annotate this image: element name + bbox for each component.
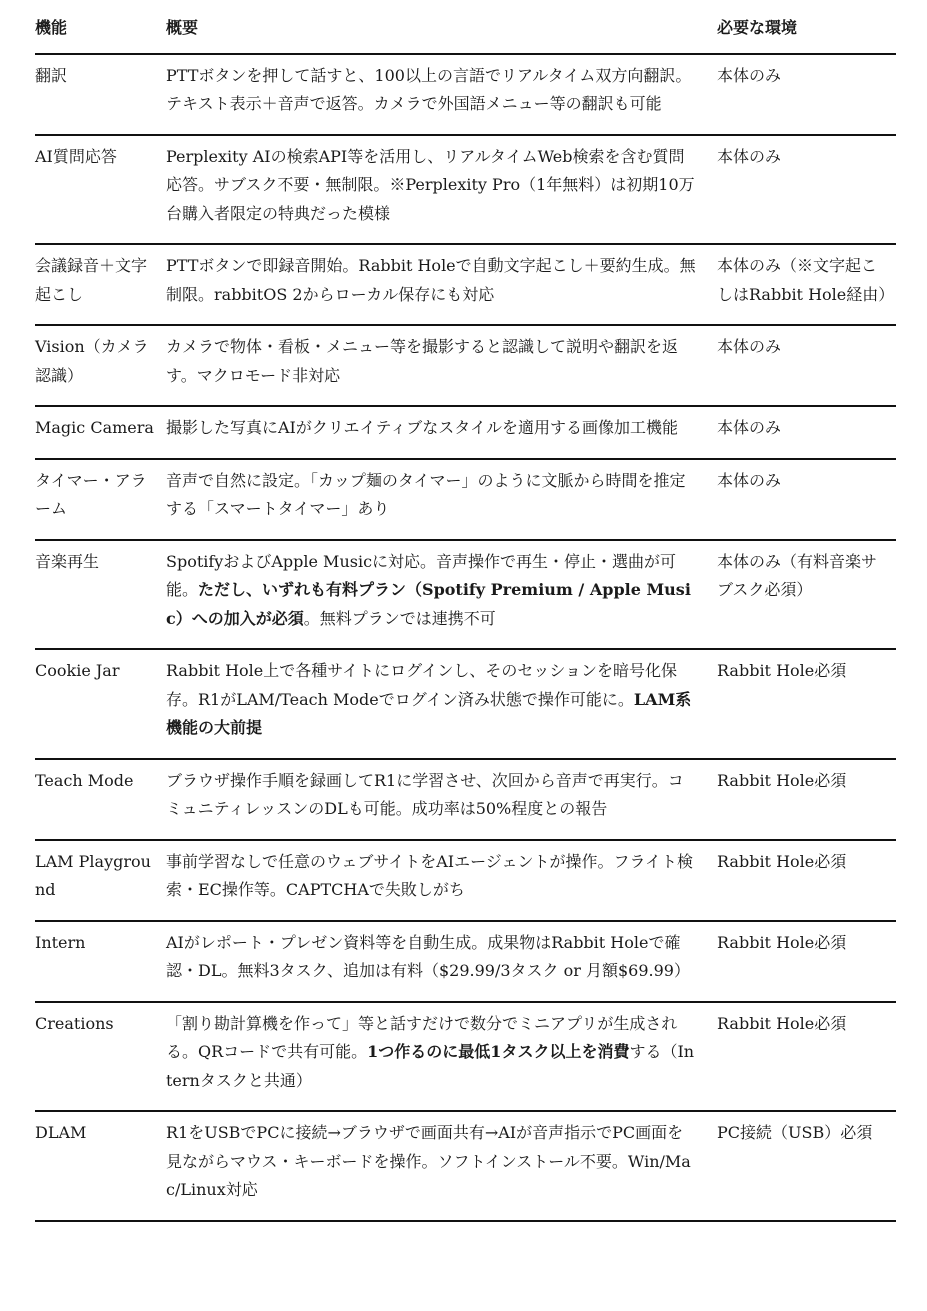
feature-name-cell: Magic Camera — [35, 406, 166, 459]
feature-summary-cell — [166, 1111, 717, 1221]
table-row — [35, 325, 896, 406]
feature-summary-cell — [166, 921, 717, 1002]
table-row — [35, 54, 896, 135]
feature-summary-cell — [166, 325, 717, 406]
summary-text: PTTボタンを押して話すと、100以上の言語でリアルタイム双方向翻訳。テキスト表示＋音声で返答。カメラで外国語メニュー等の翻訳も可能 — [166, 65, 692, 113]
summary-text: する（Internタスクと共通） — [166, 1042, 695, 1090]
requirement-cell: 本体のみ — [717, 459, 896, 540]
header-summary: 概要 — [166, 8, 717, 54]
summary-text: R1をUSBでPCに接続→ブラウザで画面共有→AIが音声指示でPC画面を見ながらマウス・キーボードを操作。ソフトインストール不要。Win/Mac/Linux対応 — [166, 1123, 691, 1199]
feature-name-cell: Cookie Jar — [35, 649, 166, 759]
table-row — [35, 759, 896, 840]
feature-name-cell: Teach Mode — [35, 759, 166, 840]
feature-summary-cell — [166, 135, 717, 245]
feature-name-cell: LAM Playground — [35, 840, 166, 921]
feature-name-cell: AI質問応答 — [35, 135, 166, 245]
feature-summary-cell — [166, 406, 717, 459]
requirement-cell: 本体のみ — [717, 54, 896, 135]
summary-text: AIがレポート・プレゼン資料等を自動生成。成果物はRabbit Holeで確認・DL。無料3タスク、追加は有料（$29.99/3タスク or 月額$69.99） — [166, 932, 690, 980]
feature-summary-cell — [166, 54, 717, 135]
header-requirement: 必要な環境 — [717, 8, 896, 54]
feature-name-cell: Vision（カメラ認識） — [35, 325, 166, 406]
summary-text: 。無料プランでは連携不可 — [303, 608, 496, 628]
table-row — [35, 649, 896, 759]
feature-summary-cell — [166, 540, 717, 650]
feature-summary-cell — [166, 244, 717, 325]
feature-summary-cell — [166, 840, 717, 921]
summary-text: カメラで物体・看板・メニュー等を撮影すると認識して説明や翻訳を返す。マクロモード非対応 — [166, 337, 679, 385]
requirement-cell: Rabbit Hole必須 — [717, 649, 896, 759]
table-row — [35, 459, 896, 540]
summary-emphasis-text: 1つ作るのに最低1タスク以上を消費 — [367, 1042, 630, 1061]
feature-name-cell: Intern — [35, 921, 166, 1002]
requirement-cell: 本体のみ — [717, 135, 896, 245]
feature-name-cell: Creations — [35, 1002, 166, 1112]
feature-name-cell: タイマー・アラーム — [35, 459, 166, 540]
table-row — [35, 406, 896, 459]
requirement-cell: 本体のみ — [717, 325, 896, 406]
summary-emphasis-text: ただし、いずれも有料プラン（Spotify Premium / Apple Music）への加入が必須 — [166, 580, 691, 628]
requirement-cell: Rabbit Hole必須 — [717, 921, 896, 1002]
table-row — [35, 135, 896, 245]
feature-summary-cell — [166, 759, 717, 840]
summary-text: Rabbit Hole上で各種サイトにログインし、そのセッションを暗号化保存。R1がLAM/Teach Modeでログイン済み状態で操作可能に。 — [166, 661, 678, 709]
requirement-cell: Rabbit Hole必須 — [717, 1002, 896, 1112]
summary-text: SpotifyおよびApple Musicに対応。音声操作で再生・停止・選曲が可能。 — [166, 551, 677, 599]
requirement-cell: Rabbit Hole必須 — [717, 840, 896, 921]
feature-name-cell: 翻訳 — [35, 54, 166, 135]
feature-name-cell: 音楽再生 — [35, 540, 166, 650]
summary-text: 「割り勘計算機を作って」等と話すだけで数分でミニアプリが生成される。QRコードで共有可能。 — [166, 1013, 678, 1061]
table-header — [35, 8, 896, 54]
summary-text: PTTボタンで即録音開始。Rabbit Holeで自動文字起こし＋要約生成。無制限。rabbitOS 2からローカル保存にも対応 — [166, 256, 696, 304]
table-body — [35, 54, 896, 1221]
feature-summary-cell — [166, 1002, 717, 1112]
requirement-cell: 本体のみ（※文字起こしはRabbit Hole経由） — [717, 244, 896, 325]
table-row — [35, 840, 896, 921]
requirement-cell: PC接続（USB）必須 — [717, 1111, 896, 1221]
header-row — [35, 8, 896, 54]
requirement-cell: Rabbit Hole必須 — [717, 759, 896, 840]
header-feature: 機能 — [35, 8, 166, 54]
table-row — [35, 244, 896, 325]
summary-text: 音声で自然に設定。「カップ麺のタイマー」のように文脈から時間を推定する「スマートタイマー」あり — [166, 470, 686, 518]
summary-text: Perplexity AIの検索API等を活用し、リアルタイムWeb検索を含む質問応答。サブスク不要・無制限。※Perplexity Pro（1年無料）は初期10万台購入者限定の特典だった模様 — [166, 146, 695, 223]
requirement-cell: 本体のみ — [717, 406, 896, 459]
summary-text: ブラウザ操作手順を録画してR1に学習させ、次回から音声で再実行。コミュニティレッスンのDLも可能。成功率は50%程度との報告 — [166, 770, 684, 818]
table-row — [35, 540, 896, 650]
summary-text: 事前学習なしで任意のウェブサイトをAIエージェントが操作。フライト検索・EC操作等。CAPTCHAで失敗しがち — [166, 851, 693, 899]
feature-summary-cell — [166, 459, 717, 540]
feature-name-cell: 会議録音＋文字起こし — [35, 244, 166, 325]
feature-summary-cell — [166, 649, 717, 759]
requirement-cell: 本体のみ（有料音楽サブスク必須） — [717, 540, 896, 650]
table-row — [35, 921, 896, 1002]
feature-table — [35, 8, 896, 1222]
summary-text: 撮影した写真にAIがクリエイティブなスタイルを適用する画像加工機能 — [166, 418, 678, 437]
table-row — [35, 1002, 896, 1112]
table-row — [35, 1111, 896, 1221]
feature-name-cell: DLAM — [35, 1111, 166, 1221]
summary-emphasis-text: LAM系機能の大前提 — [166, 689, 692, 737]
